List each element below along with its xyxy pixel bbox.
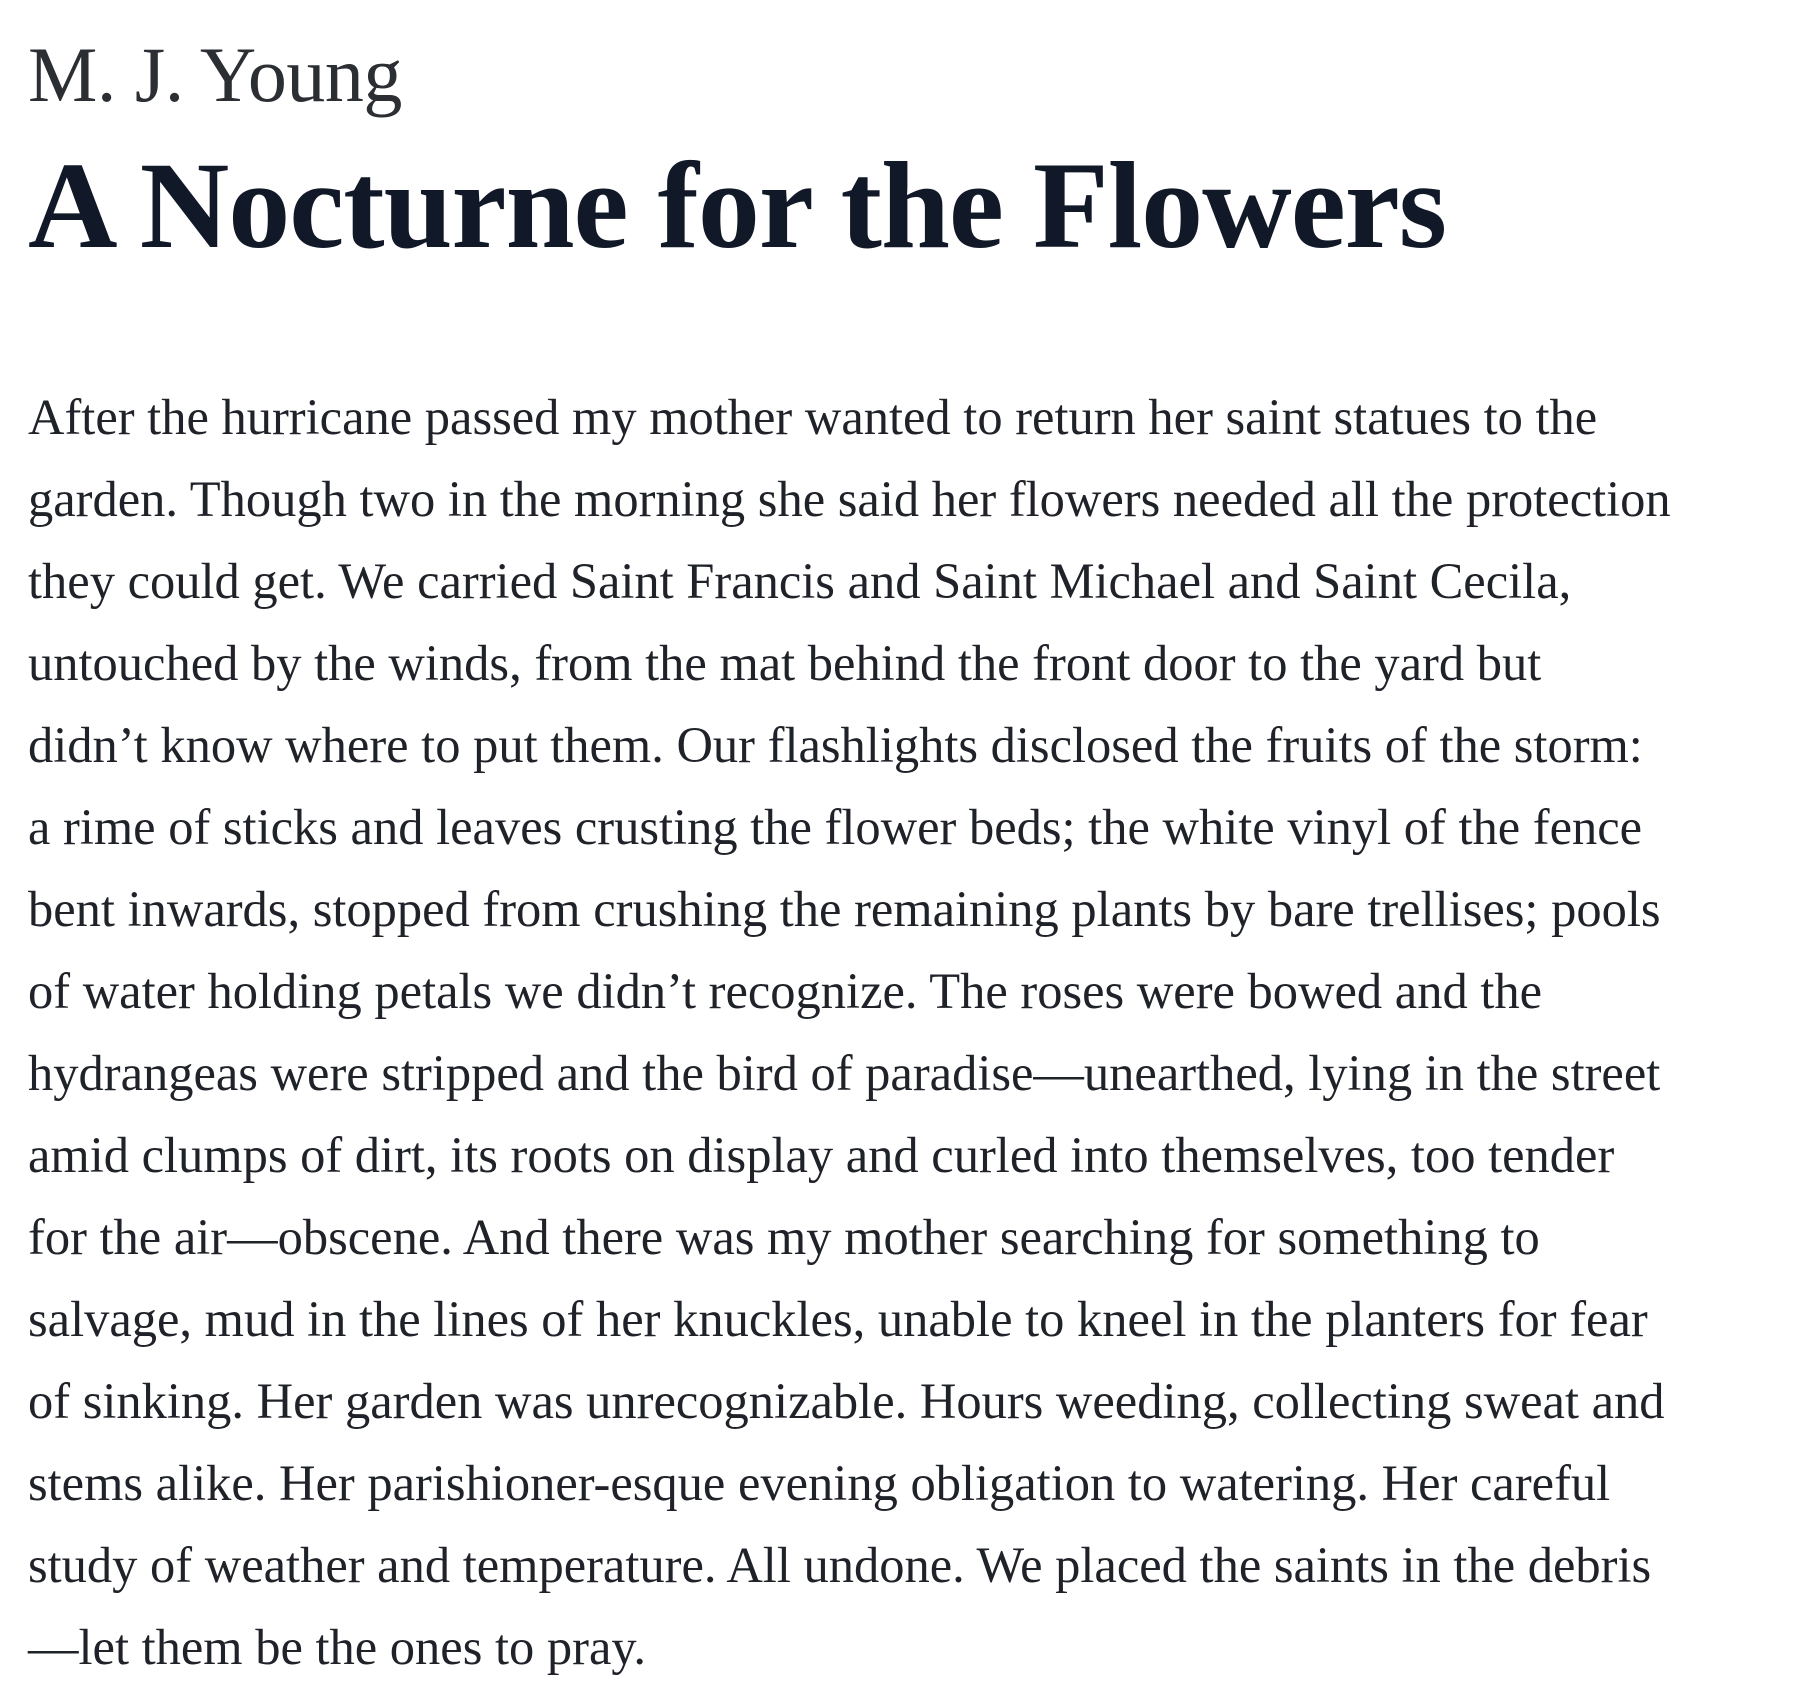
poem-page: [28, 0, 1773, 1688]
poem-title: A Nocturne for the Flowers: [28, 137, 1447, 274]
poem-line: of water holding petals we didn’t recognize. The roses were bowed and the: [28, 963, 1543, 1019]
poem-body: [28, 376, 1773, 1688]
poem-line: stems alike. Her parishioner-esque evening obligation to watering. Her careful: [28, 1455, 1611, 1511]
poem-line: for the air—obscene. And there was my mother searching for something to: [28, 1209, 1540, 1265]
poem-line: study of weather and temperature. All undone. We placed the saints in the debris: [28, 1537, 1652, 1593]
poem-line: —let them be the ones to pray.: [28, 1619, 646, 1675]
poem-line: bent inwards, stopped from crushing the remaining plants by bare trellises; pools: [28, 881, 1661, 937]
poem-line: a rime of sticks and leaves crusting the flower beds; the white vinyl of the fence: [28, 799, 1643, 855]
author-name: M. J. Young: [28, 31, 402, 118]
poem-line: didn’t know where to put them. Our flashlights disclosed the fruits of the storm:: [28, 717, 1643, 773]
poem-line: amid clumps of dirt, its roots on display and curled into themselves, too tender: [28, 1127, 1615, 1183]
poem-line: they could get. We carried Saint Francis and Saint Michael and Saint Cecila,: [28, 553, 1572, 609]
poem-line: salvage, mud in the lines of her knuckles, unable to kneel in the planters for fear: [28, 1291, 1648, 1347]
poem-line: garden. Though two in the morning she said her flowers needed all the protection: [28, 471, 1671, 527]
poem-line: of sinking. Her garden was unrecognizable. Hours weeding, collecting sweat and: [28, 1373, 1665, 1429]
poem-line: untouched by the winds, from the mat behind the front door to the yard but: [28, 635, 1542, 691]
poem-line: After the hurricane passed my mother wanted to return her saint statues to the: [28, 389, 1598, 445]
poem-line: hydrangeas were stripped and the bird of paradise—unearthed, lying in the street: [28, 1045, 1661, 1101]
